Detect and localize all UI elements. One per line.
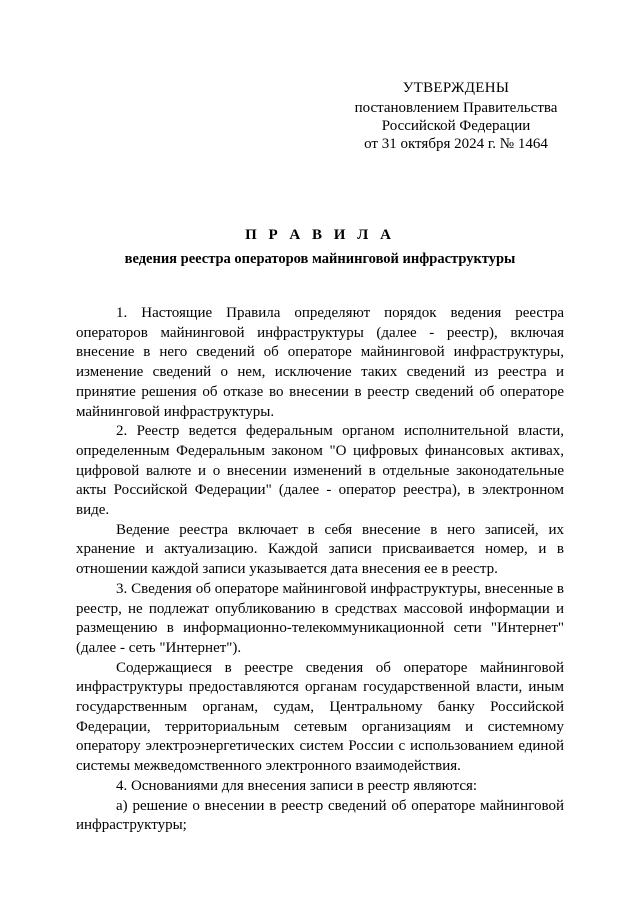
approval-stamp: УТВЕРЖДЕНЫ [402, 80, 510, 96]
paragraph-3: Ведение реестра включает в себя внесение в него записей, их хранение и актуализацию. Каждой записи присваивается номер, и в отношении каждой записи указывается дата внесения ее в реестр. [76, 521, 564, 578]
paragraph-2: 2. Реестр ведется федеральным органом исполнительной власти, определенным Федеральным законом "О цифровых финансовых активах, цифровой валюте и о внесении изменений в отдельные законодательные акты Российской Федерации" (далее - оператор реестра), в электронном виде. [76, 423, 564, 519]
paragraph-4: 3. Сведения об операторе майнинговой инфраструктуры, внесенные в реестр, не подлежат опубликованию в средствах массовой информации и размещению в информационно-телекоммуникационной сети "Интернет" (далее - сеть "Интернет"). [76, 580, 564, 656]
approval-block [340, 79, 572, 153]
paragraph-1: 1. Настоящие Правила определяют порядок ведения реестра операторов майнинговой инфраструктуры (далее - реестр), включая внесение в него сведений об операторе майнинговой инфраструктуры, изменение сведений о нем, исключение таких сведений из реестра и принятие решения об отказе во внесении в реестр сведений об операторе майнинговой инфраструктуры. [76, 305, 564, 420]
paragraph-5: Содержащиеся в реестре сведения об операторе майнинговой инфраструктуры предоставляются органам государственной власти, иным государственным органам, судам, Центральному банку Российской Федерации, территориальным сетевым организациям и системному оператору электроэнергетических систем России с использованием единой системы межведомственного электронного взаимодействия. [76, 659, 564, 775]
document-title: П Р А В И Л А [245, 227, 395, 243]
approval-line-2: Российской Федерации [381, 118, 531, 134]
paragraph-7: а) решение о внесении в реестр сведений об операторе майнинговой инфраструктуры; [76, 797, 564, 834]
approval-line-1: постановлением Правительства [354, 100, 558, 116]
paragraph-6: 4. Основаниями для внесения записи в реестр являются: [116, 777, 478, 794]
document-subtitle: ведения реестра операторов майнинговой инфраструктуры [124, 251, 516, 267]
approval-line-3: от 31 октября 2024 г. № 1464 [364, 136, 548, 152]
document-body [76, 304, 564, 836]
